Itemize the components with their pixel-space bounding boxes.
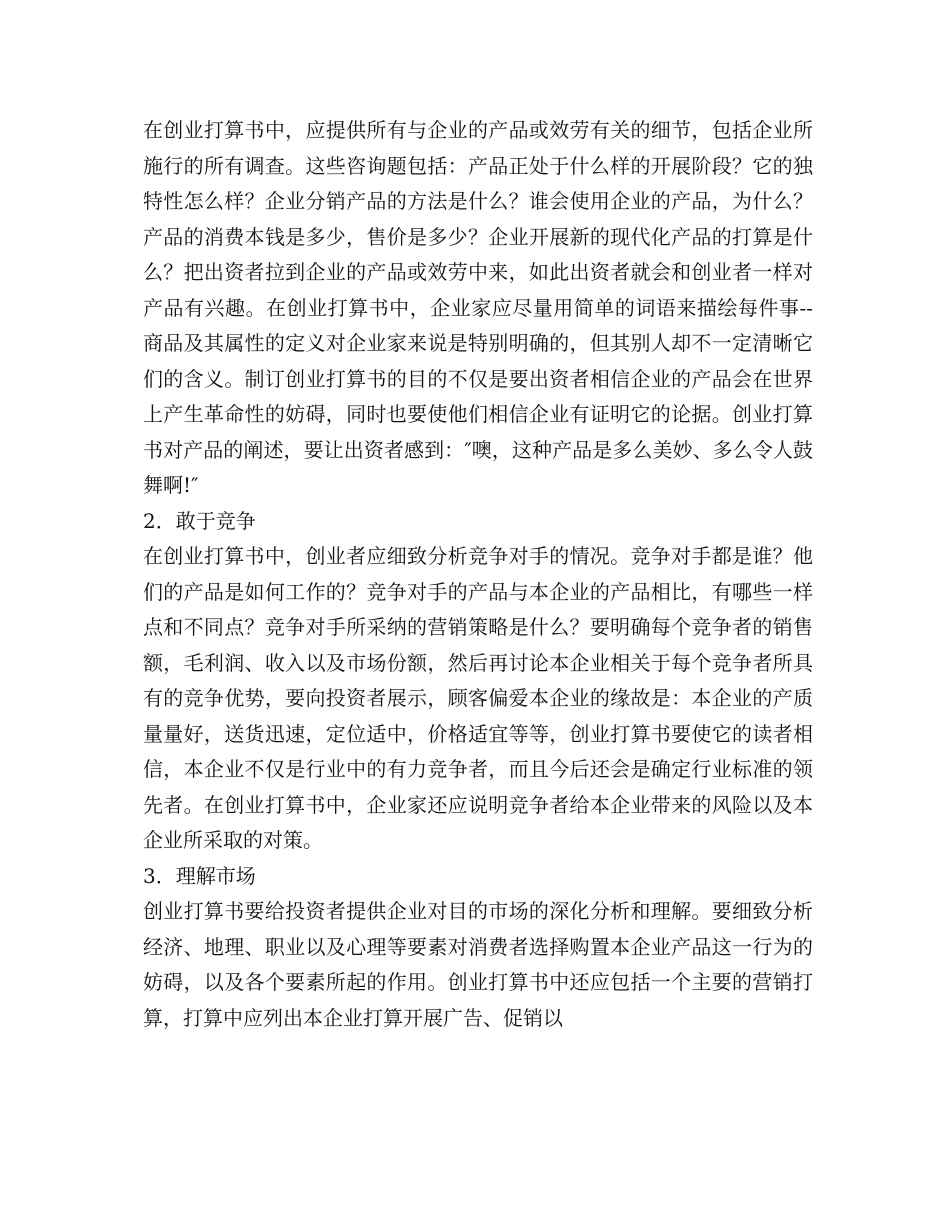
section-heading-competition: 2．敢于竞争	[143, 508, 256, 533]
section-heading-market: 3．理解市场	[143, 863, 256, 888]
paragraph-product-details: 在创业打算书中，应提供所有与企业的产品或效劳有关的细节，包括企业所施行的所有调查。这些咨询题包括：产品正处于什么样的开展阶段？它的独特性怎么样？企业分销产品的方法是什么？谁会使用企业的产品，为什么？产品的消费本钱是多少，售价是多少？企业开展新的现代化产品的打算是什么？把出资者拉到企业的产品或效劳中来，如此出资者就会和创业者一样对产品有兴趣。在创业打算书中，企业家应尽量用简单的词语来描绘每件事--商品及其属性的定义对企业家来说是特别明确的，但其别人却不一定清晰它们的含义。制订创业打算书的目的不仅是要出资者相信企业的产品会在世界上产生革命性的妨碍，同时也要使他们相信企业有证明它的论据。创业打算书对产品的阐述，要让出资者感到：″噢，这种产品是多么美妙、多么令人鼓舞啊!″	[143, 118, 813, 497]
paragraph-market: 创业打算书要给投资者提供企业对目的市场的深化分析和理解。要细致分析经济、地理、职业以及心理等要素对消费者选择购置本企业产品这一行为的妨碍，以及各个要素所起的作用。创业打算书中还应包括一个主要的营销打算，打算中应列出本企业打算开展广告、促销以	[143, 899, 813, 1030]
paragraph-competition: 在创业打算书中，创业者应细致分析竞争对手的情况。竞争对手都是谁？他们的产品是如何工作的？竞争对手的产品与本企业的产品相比，有哪些一样点和不同点？竞争对手所采纳的营销策略是什么？要明确每个竞争者的销售额，毛利润、收入以及市场份额，然后再讨论本企业相关于每个竞争者所具有的竞争优势，要向投资者展示，顾客偏爱本企业的缘故是：本企业的产质量量好，送货迅速，定位适中，价格适宜等等，创业打算书要使它的读者相信，本企业不仅是行业中的有力竞争者，而且今后还会是确定行业标准的领先者。在创业打算书中，企业家还应说明竞争者给本企业带来的风险以及本企业所采取的对策。	[143, 544, 813, 852]
document-page	[143, 113, 813, 1036]
